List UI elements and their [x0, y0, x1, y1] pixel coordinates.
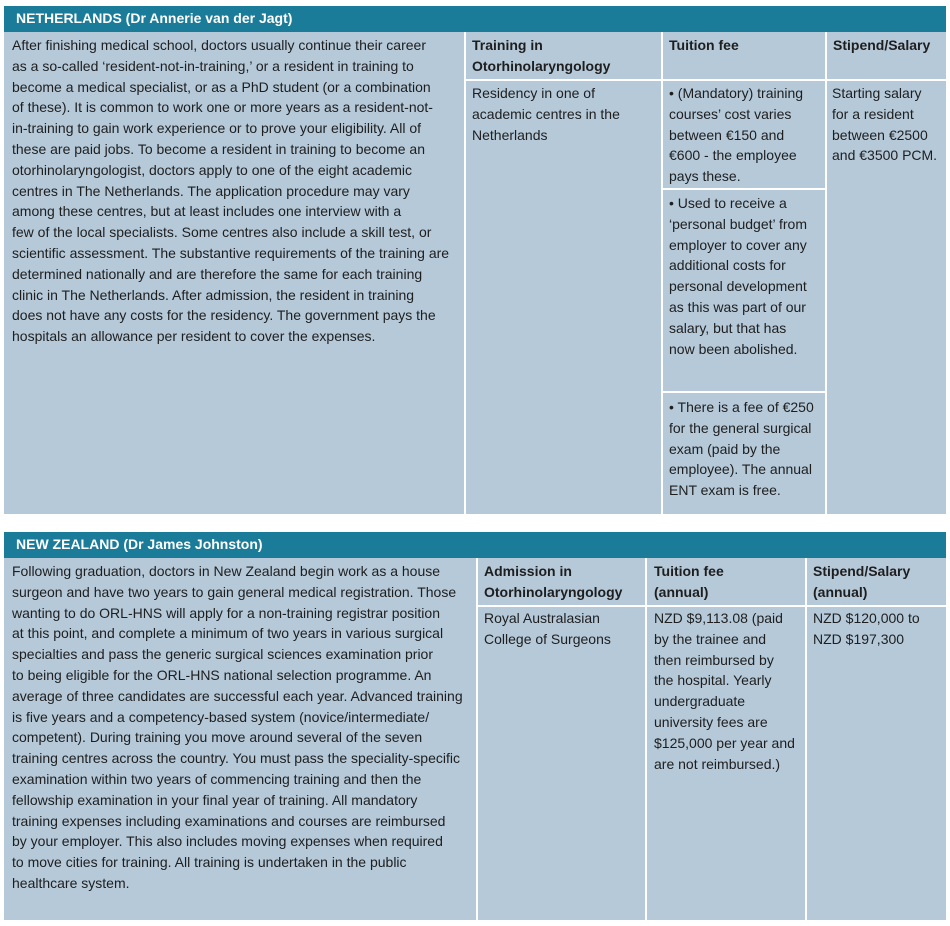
new-zealand-admission-header: Admission in Otorhinolaryngology [484, 563, 623, 600]
netherlands-salary-value: Starting salary for a resident between €2500 and €3500 PCM. [832, 85, 938, 164]
netherlands-tuition-item-3-cell [663, 393, 825, 514]
netherlands-salary-value-cell [827, 81, 946, 514]
new-zealand-salary-value-cell [807, 607, 946, 920]
netherlands-tuition-item-1-cell [663, 81, 825, 188]
new-zealand-salary-value: NZD $120,000 to NZD $197,300 [813, 610, 920, 647]
new-zealand-admission-header-cell [478, 558, 645, 605]
netherlands-narrative-text: After finishing medical school, doctors usually continue their career as a so-called ‘resident-not-in-training,’ or a resident in training to become a medical specialist, or as a PhD student (or a combination of these). It is common to work one or more years as a resident-not- in-training to gain work experience or to prove your eligibility. All of these are paid jobs. To become a resident in training to become an otorhinolaryngologist, doctors apply to one of the eight academic centres in The Netherlands. The application procedure may vary among these centres, but at least includes one interview with a few of the local specialists. Some centres also include a skill test, or scientific assessment. The substantive requirements of the training are determined nationally and are therefore the same for each training clinic in The Netherlands. After admission, the resident in training does not have any costs for the residency. The government pays the hospitals an allowance per resident to cover the expenses. [12, 37, 450, 345]
netherlands-header: NETHERLANDS (Dr Annerie van der Jagt) [4, 6, 946, 32]
netherlands-training-header-cell [466, 32, 661, 79]
new-zealand-tuition-header-cell [647, 558, 805, 605]
new-zealand-admission-value-cell [478, 607, 645, 920]
netherlands-tuition-item-3: • There is a fee of €250 for the general surgical exam (paid by the employee). The annual ENT exam is free. [669, 399, 814, 499]
new-zealand-admission-value: Royal Australasian College of Surgeons [484, 610, 611, 647]
new-zealand-tuition-header: Tuition fee (annual) [654, 563, 724, 600]
netherlands-salary-header: Stipend/Salary [833, 37, 931, 53]
new-zealand-narrative-cell [4, 558, 476, 920]
new-zealand-tuition-value: NZD $9,113.08 (paid by the trainee and then reimbursed by the hospital. Yearly undergraduate university fees are $125,000 per year and are not reimbursed.) [654, 610, 795, 772]
new-zealand-tuition-value-cell [647, 607, 805, 920]
new-zealand-header: NEW ZEALAND (Dr James Johnston) [4, 532, 946, 558]
netherlands-tuition-item-2-cell [663, 190, 825, 391]
netherlands-tuition-header: Tuition fee [669, 37, 739, 53]
new-zealand-salary-header-cell [807, 558, 946, 605]
netherlands-training-value: Residency in one of academic centres in the Netherlands [472, 85, 620, 143]
netherlands-narrative-cell [4, 32, 464, 514]
new-zealand-salary-header: Stipend/Salary (annual) [813, 563, 911, 600]
netherlands-salary-header-cell [827, 32, 946, 79]
new-zealand-narrative-text: Following graduation, doctors in New Zealand begin work as a house surgeon and have two years to gain general medical registration. Those wanting to do ORL-HNS will apply for a non-training registrar position at this point, and complete a minimum of two years in various surgical specialties and pass the generic surgical sciences examination prior to being eligible for the ORL-HNS national selection programme. An average of three candidates are successful each year. Advanced training is five years and a competency-based system (novice/intermediate/ competent). During training you move around several of the seven training centres across the country. You must pass the speciality-specific examination within two years of commencing training and then the fellowship examination in your final year of training. All mandatory training expenses including examinations and courses are reimbursed by your employer. This also includes moving expenses when required to move cities for training. All training is undertaken in the public healthcare system. [12, 563, 463, 891]
netherlands-tuition-item-2: • Used to receive a ‘personal budget’ from employer to cover any additional costs for personal development as this was part of our salary, but that has now been abolished. [669, 195, 808, 357]
netherlands-training-value-cell [466, 81, 661, 514]
netherlands-tuition-header-cell [663, 32, 825, 79]
netherlands-tuition-item-1: • (Mandatory) training courses’ cost varies between €150 and €600 - the employee pays these. [669, 85, 804, 185]
netherlands-training-header: Training in Otorhinolaryngology [472, 37, 611, 74]
